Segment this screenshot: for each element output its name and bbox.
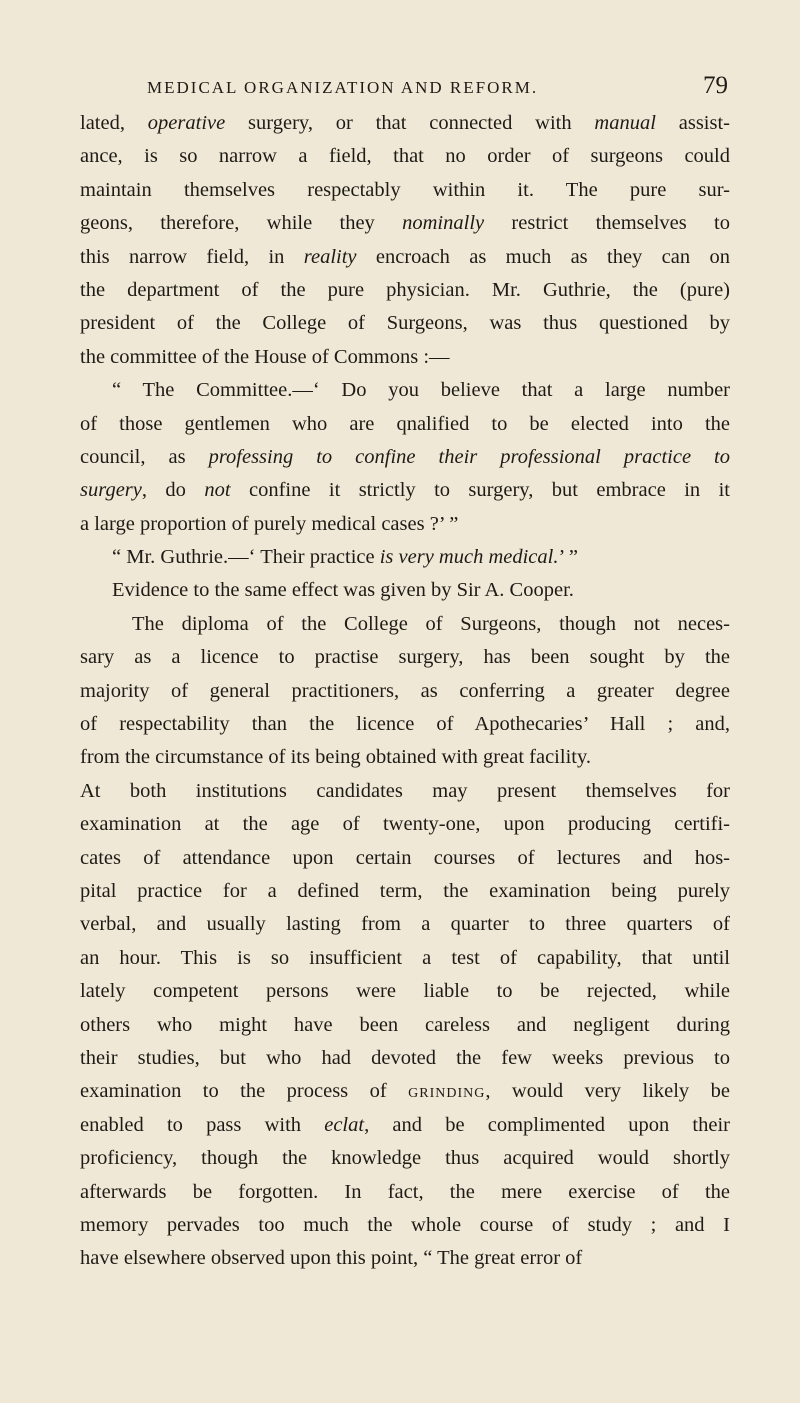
text-line bbox=[80, 174, 730, 207]
text-segment: ’ ” bbox=[558, 546, 579, 569]
text-segment: majority of general practitioners, as conferring a greater degree bbox=[80, 679, 730, 702]
text-segment: cates of attendance upon certain courses of lectures and hos- bbox=[80, 846, 730, 869]
text-line bbox=[80, 541, 730, 574]
text-line bbox=[80, 341, 730, 374]
text-segment: , and be complimented upon their bbox=[364, 1113, 730, 1136]
text-segment: lated, bbox=[80, 112, 148, 134]
text-line bbox=[80, 975, 730, 1008]
text-line bbox=[80, 1209, 730, 1242]
text-line bbox=[80, 307, 730, 340]
text-line bbox=[80, 908, 730, 941]
text-segment: confine it strictly to surgery, but embrace in it bbox=[230, 479, 730, 502]
text-line bbox=[80, 1042, 730, 1075]
text-segment: “ Mr. Guthrie.—‘ Their practice bbox=[112, 546, 380, 569]
text-segment: of those gentlemen who are qnalified to be elected into the bbox=[80, 412, 730, 435]
text-line bbox=[80, 1109, 730, 1142]
text-line bbox=[80, 808, 730, 841]
italic-text: professing to confine their professional practice to bbox=[208, 445, 730, 468]
text-segment: a large proportion of purely medical cases ?’ ” bbox=[80, 512, 459, 535]
text-segment: lately competent persons were liable to be rejected, while bbox=[80, 980, 730, 1003]
text-segment: maintain themselves respectably within it. The pure sur- bbox=[80, 178, 730, 201]
text-segment: pital practice for a defined term, the examination being purely bbox=[80, 879, 730, 902]
text-line bbox=[80, 942, 730, 975]
page-number: 79 bbox=[703, 72, 728, 99]
text-line bbox=[80, 1075, 730, 1108]
text-segment: afterwards be forgotten. In fact, the mere exercise of the bbox=[80, 1180, 730, 1203]
text-segment: council, as bbox=[80, 445, 209, 468]
text-line bbox=[80, 1176, 730, 1209]
italic-text: reality bbox=[303, 245, 357, 268]
text-segment: Evidence to the same effect was given by Sir A. Cooper. bbox=[112, 579, 574, 602]
text-segment: surgery, or that connected with bbox=[225, 112, 595, 134]
text-line bbox=[80, 207, 730, 240]
text-line bbox=[80, 374, 730, 407]
text-line bbox=[80, 274, 730, 307]
text-segment: sary as a licence to practise surgery, has been sought by the bbox=[80, 646, 730, 669]
text-segment: “ The Committee.—‘ Do you believe that a large number bbox=[112, 379, 730, 402]
text-line bbox=[80, 140, 730, 173]
text-segment: encroach as much as they can on bbox=[356, 245, 730, 268]
text-segment: their studies, but who had devoted the few weeks previous to bbox=[80, 1046, 730, 1069]
text-line bbox=[80, 241, 730, 274]
text-segment: At both institutions candidates may present themselves for bbox=[80, 779, 730, 802]
text-segment: restrict themselves to bbox=[484, 212, 730, 235]
text-segment: proficiency, though the knowledge thus acquired would shortly bbox=[80, 1147, 730, 1170]
running-header: MEDICAL ORGANIZATION AND REFORM. bbox=[147, 78, 539, 97]
text-line bbox=[80, 842, 730, 875]
text-segment: enabled to pass with bbox=[80, 1113, 325, 1136]
text-line bbox=[80, 107, 730, 140]
text-segment: have elsewhere observed upon this point, “ The great error of bbox=[80, 1247, 583, 1270]
text-line bbox=[80, 1142, 730, 1175]
text-line bbox=[80, 1009, 730, 1042]
text-line bbox=[80, 741, 730, 774]
text-segment: The diploma of the College of Surgeons, though not neces- bbox=[132, 612, 730, 635]
text-segment: of respectability than the licence of Apothecaries’ Hall ; and, bbox=[80, 713, 730, 736]
italic-text: nominally bbox=[402, 212, 485, 235]
text-segment: , do bbox=[141, 479, 205, 502]
text-segment: from the circumstance of its being obtained with great facility. bbox=[80, 746, 591, 769]
text-segment: president of the College of Surgeons, was thus questioned by bbox=[80, 312, 730, 335]
text-line bbox=[80, 508, 730, 541]
text-line bbox=[80, 775, 730, 808]
text-segment: examination to the process of bbox=[80, 1080, 409, 1103]
text-line bbox=[80, 1242, 730, 1275]
text-segment: memory pervades too much the whole course of study ; and I bbox=[80, 1213, 730, 1236]
italic-text: is very much medical. bbox=[379, 546, 559, 569]
text-line bbox=[80, 574, 730, 607]
body-text bbox=[80, 107, 730, 1276]
text-line bbox=[80, 408, 730, 441]
text-segment: the committee of the House of Commons :— bbox=[80, 345, 450, 368]
text-segment: this narrow field, in bbox=[80, 245, 304, 268]
text-segment: examination at the age of twenty-one, upon producing certifi- bbox=[80, 813, 730, 836]
italic-text: manual bbox=[594, 112, 656, 134]
text-line bbox=[80, 675, 730, 708]
text-segment: geons, therefore, while they bbox=[80, 212, 403, 235]
text-line bbox=[80, 608, 730, 641]
text-segment: ance, is so narrow a field, that no order of surgeons could bbox=[80, 145, 730, 168]
text-line bbox=[80, 441, 730, 474]
italic-text: eclat bbox=[324, 1113, 365, 1136]
text-line bbox=[80, 641, 730, 674]
text-segment: verbal, and usually lasting from a quarter to three quarters of bbox=[80, 913, 730, 936]
text-segment: the department of the pure physician. Mr. Guthrie, the (pure) bbox=[80, 278, 730, 301]
italic-text: not bbox=[204, 479, 231, 502]
italic-text: operative bbox=[147, 112, 226, 134]
text-line bbox=[80, 708, 730, 741]
italic-text: surgery bbox=[80, 479, 142, 502]
text-segment: , would very likely be bbox=[485, 1080, 730, 1103]
text-line bbox=[80, 875, 730, 908]
small-caps-text: grinding bbox=[408, 1080, 486, 1103]
text-segment: an hour. This is so insufficient a test of capability, that until bbox=[80, 946, 730, 969]
text-segment: others who might have been careless and negligent during bbox=[80, 1013, 730, 1036]
text-segment: assist- bbox=[655, 112, 730, 134]
text-line bbox=[80, 474, 730, 507]
